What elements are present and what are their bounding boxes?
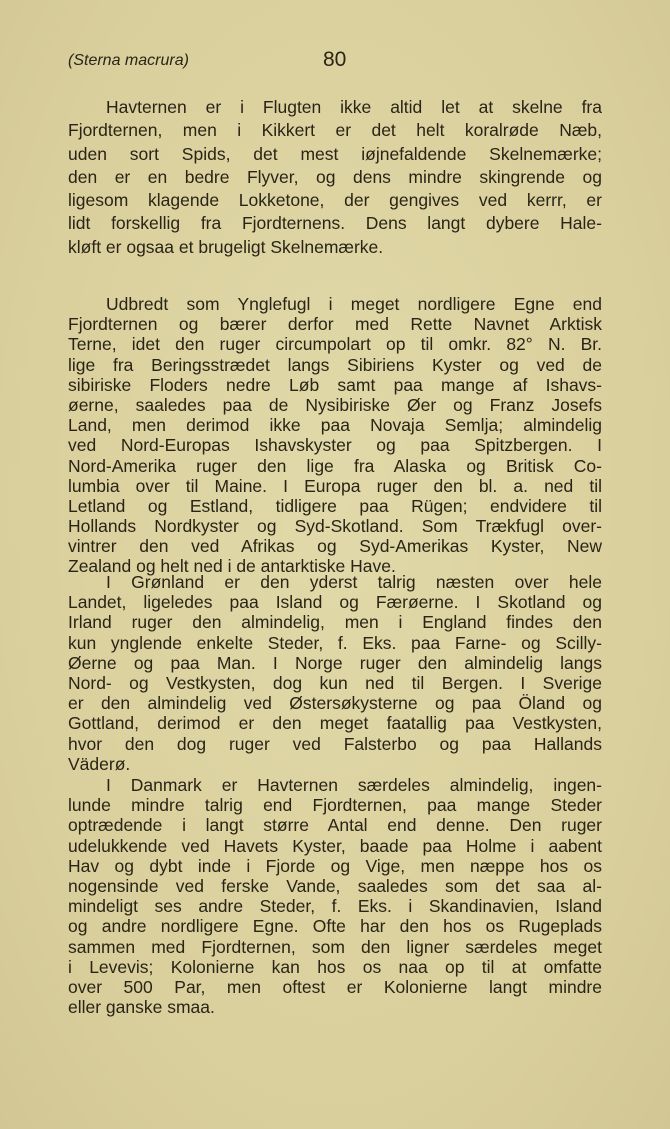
text-line: Fjordternen, men i Kikkert er det helt koralrøde Næb, [68,120,602,141]
text-line: ved Nord-Europas Ishavskyster og paa Spitzbergen. I [68,435,602,456]
text-line: Øerne og paa Man. I Norge ruger den almindelig langs [68,652,602,673]
text-line: Gottland, derimod er den meget faatallig paa Vestkysten, [68,713,602,734]
text-line: Terne, idet den ruger circumpolart op til omkr. 82° N. Br. [68,334,602,355]
text-line: Landet, ligeledes paa Island og Færøerne. I Skotland og [68,592,602,613]
paragraph-north-atlantic [68,572,602,774]
text-line: ligesom klagende Lokketone, der gengives ved kerrr, er [68,190,602,211]
text-line: uden sort Spids, det mest iøjnefaldende Skelnemærke; [68,143,602,164]
text-line: lidt forskellig fra Fjordternens. Dens langt dybere Hale- [68,213,602,234]
text-line: nogensinde ved ferske Vande, saaledes som det saa al- [68,875,602,896]
text-line: kløft er ogsaa et brugeligt Skelnemærke. [68,236,384,257]
text-line: sibiriske Floders nedre Løb samt paa mange af Ishavs- [68,374,602,395]
paragraph-denmark [68,775,602,1017]
text-line: Fjordternen og bærer derfor med Rette Navnet Arktisk [68,314,602,335]
paragraph-identification [68,96,602,259]
species-name: (Sterna macrura) [68,52,189,69]
text-line: optrædende i langt større Antal end denne. Den ruger [68,815,602,836]
text-line: Zealand og helt ned i de antarktiske Have. [68,556,396,577]
text-line: I Grønland er den yderst talrig næsten over hele [106,572,602,592]
text-line: mindeligt ses andre Steder, f. Eks. i Skandinavien, Island [68,896,602,917]
text-line: øerne, saaledes paa de Nysibiriske Øer og Franz Josefs [68,394,602,415]
text-line: og andre nordligere Egne. Ofte har den hos os Rugeplads [68,916,602,937]
text-line: udelukkende ved Havets Kyster, baade paa Holme i aabent [68,835,602,856]
text-line: lunde mindre talrig end Fjordternen, paa mange Steder [68,795,602,816]
text-line: over 500 Par, men oftest er Kolonierne langt mindre [68,976,602,997]
text-line: sammen med Fjordternen, som den ligner særdeles meget [68,936,602,957]
text-line: Letland og Estland, tidligere paa Rügen; endvidere til [68,495,602,516]
page-number: 80 [323,48,347,71]
running-head [68,48,602,74]
text-line: vintrer den ved Afrikas og Syd-Amerikas Kyster, New [68,536,602,557]
text-line: Land, men derimod ikke paa Novaja Semlja; almindelig [68,415,602,436]
text-line: Hav og dybt inde i Fjorde og Vige, men næppe hos os [68,855,602,876]
text-line: Nord-Amerika ruger den lige fra Alaska og Britisk Co- [68,455,602,476]
text-line: eller ganske smaa. [68,997,215,1018]
text-line: lumbia over til Maine. I Europa ruger den bl. a. ned til [68,475,602,496]
paragraph-distribution [68,294,602,577]
text-line: er den almindelig ved Østersøkysterne og paa Öland og [68,693,602,714]
text-line: kun ynglende enkelte Steder, f. Eks. paa Farne- og Scilly- [68,632,602,653]
text-line: Irland ruger den almindelig, men i England findes den [68,612,602,633]
text-line: Havternen er i Flugten ikke altid let at skelne fra [106,97,602,117]
text-line: i Levevis; Kolonierne kan hos os naa op til at omfatte [68,956,602,977]
text-line: Nord- og Vestkysten, dog kun ned til Bergen. I Sverige [68,672,602,693]
text-line: den er en bedre Flyver, og dens mindre skingrende og [68,166,602,187]
text-line: Udbredt som Ynglefugl i meget nordligere Egne end [106,294,602,314]
text-line: Hollands Nordkyster og Syd-Skotland. Som Trækfugl over- [68,516,602,537]
text-line: lige fra Beringsstrædet langs Sibiriens Kyster og ved de [68,354,602,375]
text-line: hvor den dog ruger ved Falsterbo og paa Hallands [68,733,602,754]
text-line: Väderø. [68,753,131,774]
text-line: I Danmark er Havternen særdeles almindelig, ingen- [106,775,602,795]
